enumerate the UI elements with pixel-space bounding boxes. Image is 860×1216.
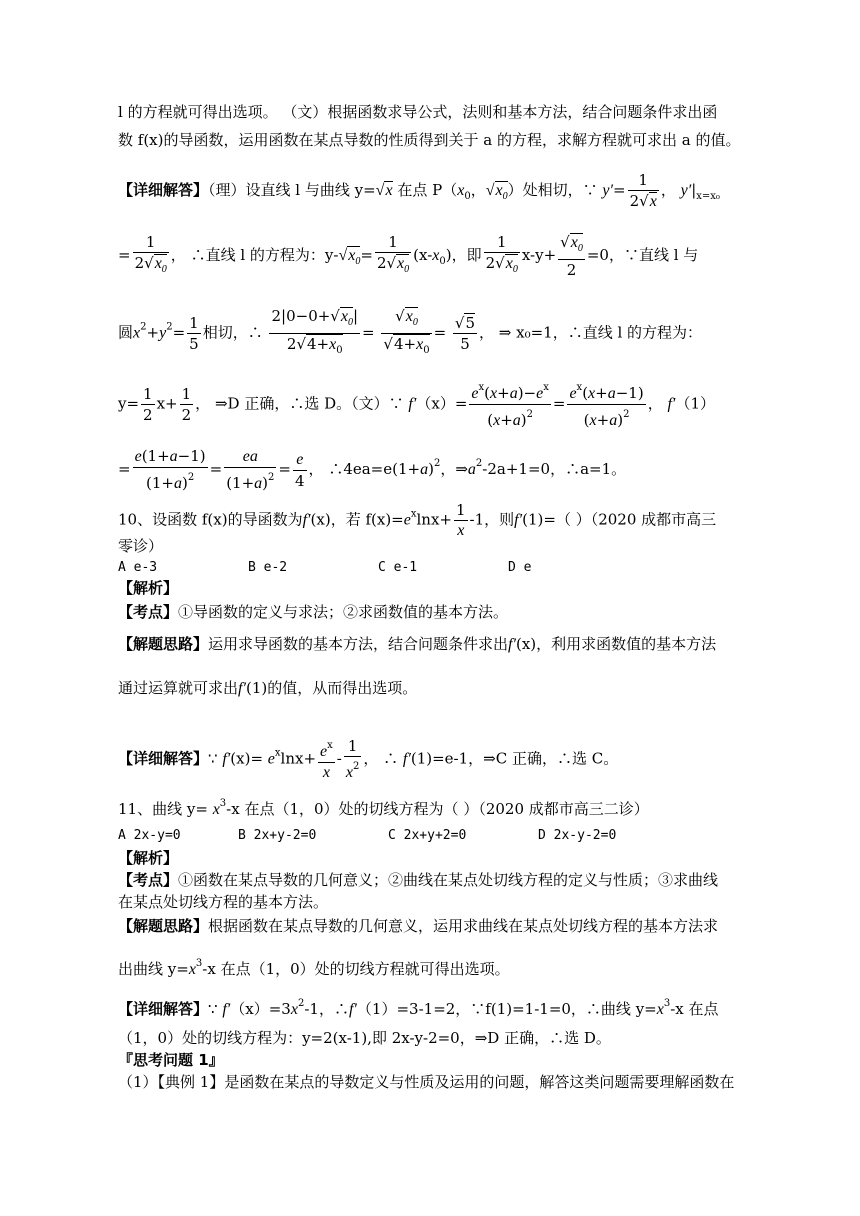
text-line: 【解题思路】根据函数在某点导数的几何意义，运用求曲线在某点处切线方程的基本方法求 [118, 917, 719, 935]
option-a: A e-3 [118, 560, 158, 575]
text-line: l 的方程就可得出选项。 （文）根据函数求导公式，法则和基本方法，结合问题条件求出函 [118, 103, 718, 121]
option-d: D e [508, 560, 532, 575]
question-stem: 11、曲线 $y= x^3-x$ 在点（1，0）处的切线方程为（ ）（2020 成都市高三二诊） [118, 798, 649, 818]
section-title: 『思考问题 1』 [118, 1051, 224, 1069]
question-stem: 零诊） [118, 537, 164, 555]
options-row [118, 826, 616, 846]
option-d: D 2x-y-2=0 [538, 828, 617, 843]
option-c: C 2x+y+2=0 [388, 828, 467, 843]
option-b: B 2x+y-2=0 [238, 828, 317, 843]
formula-line: 【详细解答】（理）设直线 l 与曲线 y=√x 在点 $P(x_0$，$√x_0$）处相切，∵ y′= $\frac{1}{2√x}$ ， $y'|_{x=x_0}$ [118, 171, 720, 210]
formula-line: = $\frac{1}{2√x_0}$ ， ∴直线 l 的方程为：$y-√x_0=$ $\frac{1}{2√x_0}$ $(x-x_0)$，即 $\frac{1}{2√x_0}$ x-y+ $\frac{√x_0}{2}$ =0，∵直线 l 与 [118, 233, 699, 280]
formula-line: 圆$x^2+y^2=$ $\frac{1}{5}$ 相切，∴ $\frac{2|0-0+√x_0|}{2√4+x_0}$ = $\frac{√x_0}{√4+x_0}$ = $\frac{√5}{5}$ ， ⇒ x₀=1，∴直线 l 的方程为： [118, 306, 702, 361]
option-a: A 2x-y=0 [118, 828, 181, 843]
section-label: 【详细解答】 [118, 181, 209, 199]
section-label: 【解析】 [118, 579, 179, 597]
text-line: 【考点】①函数在某点导数的几何意义；②曲线在某点处切线方程的定义与性质；③求曲线 [118, 871, 719, 889]
formula-line: 【详细解答】∵ $f'(x)=3x^2-1$，∴f′（1）=3-1=2，∵f(1)=1-1=0，∴曲线 $y=x^3-x$ 在点 [118, 998, 719, 1018]
options-row [118, 558, 531, 578]
text-line: （1，0）处的切线方程为：y=2(x-1),即 2x-y-2=0，⇒D 正确，∴选 D。 [118, 1029, 611, 1047]
text-line: 通过运算就可求出f′(1)的值，从而得出选项。 [118, 679, 418, 697]
text-line: 出曲线 $y=x^3-x$ 在点（1，0）处的切线方程就可得出选项。 [118, 958, 510, 978]
text-line: 在某点处切线方程的基本方法。 [118, 893, 329, 911]
option-b: B e-2 [248, 560, 288, 575]
text-line: （1）【典例 1】是函数在某点的导数定义与性质及运用的问题，解答这类问题需要理解函数在 [118, 1073, 735, 1091]
formula-line: y= $\frac{1}{2}$ x+ $\frac{1}{2}$ ， ⇒D 正确，∴选 D。（文）∵ f′（x）= $\frac{e^x(x+a)-e^x}{(x+a)^2}$ = $\frac{e^x(x+a-1)}{(x+a)^2}$ ， f′（1） [118, 382, 715, 429]
option-c: C e-1 [378, 560, 418, 575]
text-line: 【解题思路】运用求导函数的基本方法，结合问题条件求出f′(x)，利用求函数值的基本方法 [118, 635, 717, 653]
section-label: 【解析】 [118, 849, 179, 867]
question-stem: 10、设函数 f(x)的导函数为f′(x)，若 $f(x)=e^x\ln x+$ $\frac{1}{x}$ -1，则f′(1)=（ ）（2020 成都市高三 [118, 501, 717, 539]
text-line: 【考点】①导函数的定义与求法；②求函数值的基本方法。 [118, 603, 509, 621]
formula-line: 【详细解答】∵ $f'(x)= e^x\ln x+$ $\frac{e^x}{x}$ - $\frac{1}{x^2}$ ， ∴ f′(1)=e-1，⇒C 正确，∴选 C。 [118, 737, 619, 781]
formula-line: = $\frac{e(1+a-1)}{(1+a)^2}$ = $\frac{ea}{(1+a)^2}$ = $\frac{e}{4}$ ， $\therefore 4ea=e(1+a)^2$，$\Rightarrow a^2-2a+1=0$，∴a=1。 [118, 447, 627, 492]
text-line: 数 f(x)的导函数，运用函数在某点导数的性质得到关于 a 的方程，求解方程就可求出 a 的值。 [118, 131, 741, 149]
